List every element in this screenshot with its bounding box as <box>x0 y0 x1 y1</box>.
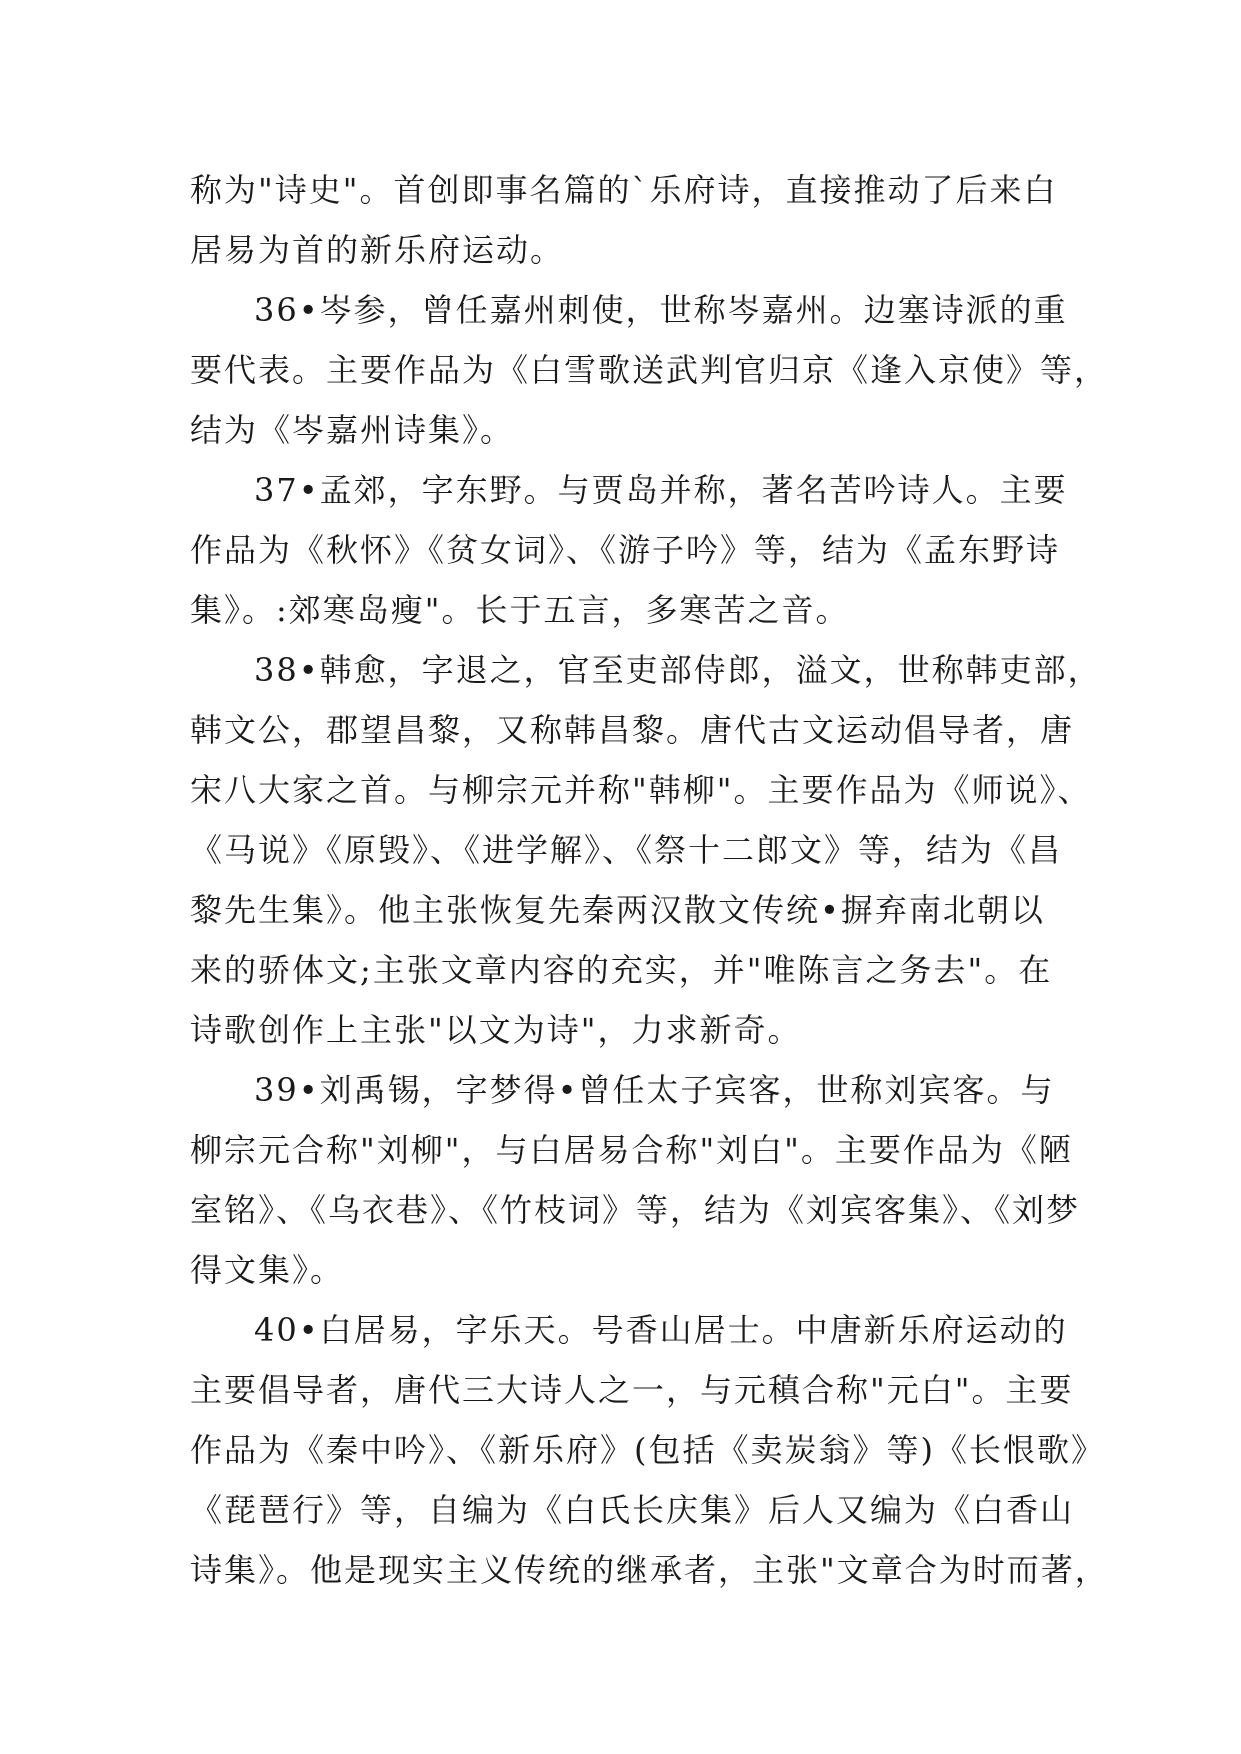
body-text <box>190 160 1109 1600</box>
text-line: 称为"诗史"。首创即事名篇的`乐府诗，直接推动了后来白 <box>190 171 1058 209</box>
text-line: 室铭》、《乌衣巷》、《竹枝词》等，结为《刘宾客集》、《刘梦 <box>190 1191 1081 1229</box>
text-line: 居易为首的新乐府运动。 <box>190 231 565 269</box>
text-line: 诗集》。他是现实主义传统的继承者，主张"文章合为时而著， <box>190 1551 1109 1589</box>
text-line: 40•白居易，字乐天。号香山居士。中唐新乐府运动的 <box>254 1311 1068 1349</box>
text-line: 37•孟郊，字东野。与贾岛并称，著名苦吟诗人。主要 <box>254 471 1068 509</box>
text-line: 集》。:郊寒岛瘦"。长于五言，多寒苦之音。 <box>190 591 850 629</box>
text-line: 结为《岑嘉州诗集》。 <box>190 411 515 449</box>
text-line: 黎先生集》。他主张恢复先秦两汉散文传统•摒弃南北朝以 <box>190 891 1045 929</box>
text-line: 主要倡导者，唐代三大诗人之一，与元稹合称"元白"。主要 <box>190 1371 1074 1409</box>
text-line: 宋八大家之首。与柳宗元并称"韩柳"。主要作品为《师说》、 <box>190 771 1092 809</box>
text-line: 《马说》《原毁》、《进学解》、《祭十二郎文》等，结为《昌 <box>190 831 1063 869</box>
text-line: 诗歌创作上主张"以文为诗"，力求新奇。 <box>190 1011 802 1049</box>
text-line: 要代表。主要作品为《白雪歌送武判官归京《逢入京使》等， <box>190 351 1109 389</box>
text-line: 《琵琶行》等，自编为《白氏长庆集》后人又编为《白香山 <box>190 1491 1075 1529</box>
text-line: 得文集》。 <box>190 1251 345 1289</box>
text-line: 柳宗元合称"刘柳"，与白居易合称"刘白"。主要作品为《陋 <box>190 1131 1073 1169</box>
text-line: 38•韩愈，字退之，官至吏部侍郎，溢文，世称韩吏部， <box>254 651 1102 689</box>
text-line: 36•岑参，曾任嘉州刺使，世称岑嘉州。边塞诗派的重 <box>254 291 1068 329</box>
text-line: 作品为《秦中吟》、《新乐府》(包括《卖炭翁》等)《长恨歌》 <box>190 1431 1105 1469</box>
text-line: 39•刘禹锡，字梦得•曾任太子宾客，世称刘宾客。与 <box>254 1071 1055 1109</box>
text-line: 来的骄体文;主张文章内容的充实，并"唯陈言之务去"。在 <box>190 951 1053 989</box>
text-line: 韩文公，郡望昌黎，又称韩昌黎。唐代古文运动倡导者，唐 <box>190 711 1075 749</box>
text-line: 作品为《秋怀》《贫女词》、《游子吟》等，结为《孟东野诗 <box>190 531 1061 569</box>
